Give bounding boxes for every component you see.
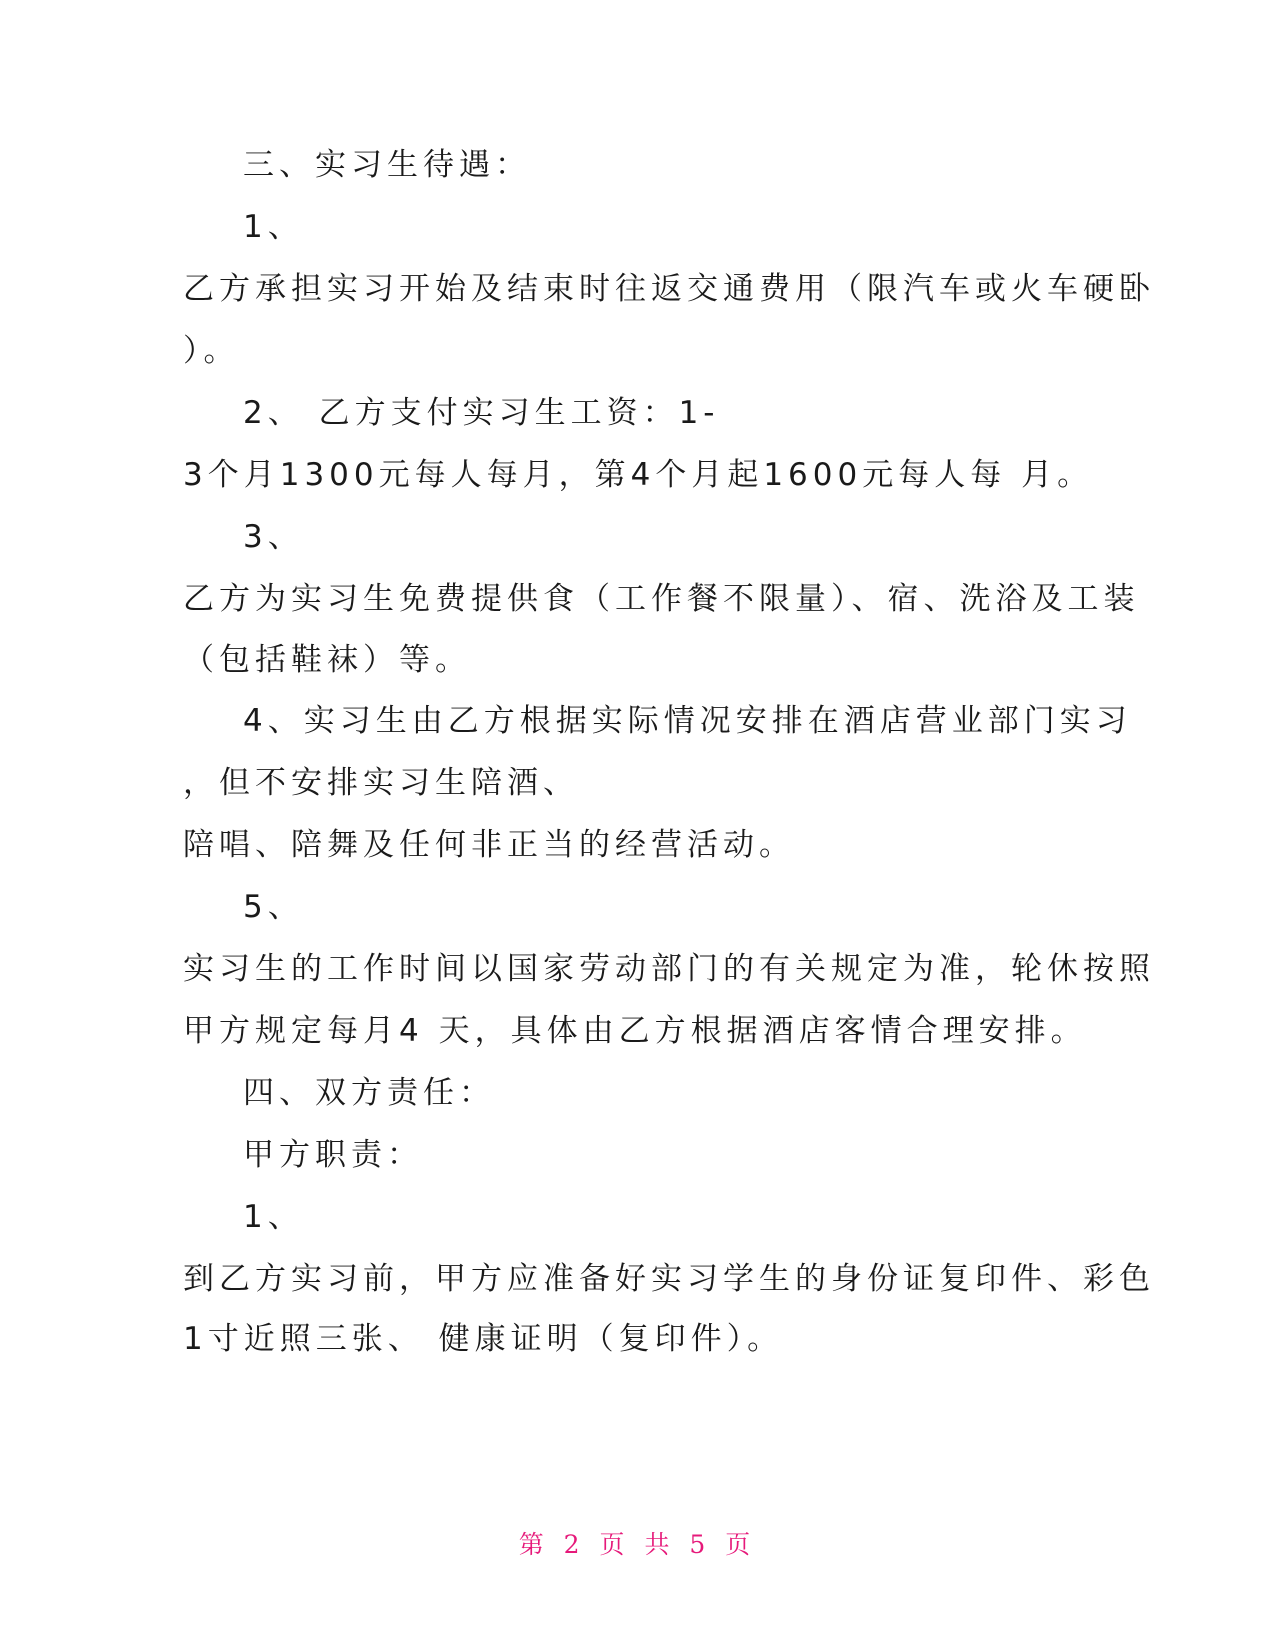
section-heading: 三、实习生待遇： [243,147,531,183]
list-item-number: 1、 [243,209,304,245]
paragraph-line: 到乙方实习前，甲方应准备好实习学生的身份证复印件、彩色 [183,1261,1155,1297]
paragraph-line: ，但不安排实习生陪酒、 [183,765,579,801]
paragraph-line: ）。 [183,333,240,369]
list-item-number: 1、 [243,1199,304,1235]
paragraph-line: 陪唱、陪舞及任何非正当的经营活动。 [183,827,795,863]
paragraph-line: 4、实习生由乙方根据实际情况安排在酒店营业部门实习 [243,703,1132,739]
list-item-number: 3、 [243,519,304,555]
paragraph-line: 3个月1300元每人每月，第4个月起1600元每人每 月。 [183,457,1094,493]
paragraph-line: 2、 乙方支付实习生工资：1- [243,395,720,431]
paragraph-line: 1寸近照三张、 健康证明（复印件）。 [183,1321,784,1357]
section-heading: 四、双方责任： [243,1075,495,1111]
list-item-number: 5、 [243,889,304,925]
paragraph-line: 甲方规定每月4 天，具体由乙方根据酒店客情合理安排。 [183,1013,1087,1049]
paragraph-line: 实习生的工作时间以国家劳动部门的有关规定为准，轮休按照 [183,951,1155,987]
subsection-heading: 甲方职责： [243,1137,423,1173]
paragraph-line: （包括鞋袜）等。 [183,642,471,678]
paragraph-line: 乙方承担实习开始及结束时往返交通费用（限汽车或火车硬卧 [183,271,1155,307]
page-number-footer: 第 2 页 共 5 页 [518,1530,757,1559]
paragraph-line: 乙方为实习生免费提供食（工作餐不限量）、宿、洗浴及工装 [183,581,1140,617]
